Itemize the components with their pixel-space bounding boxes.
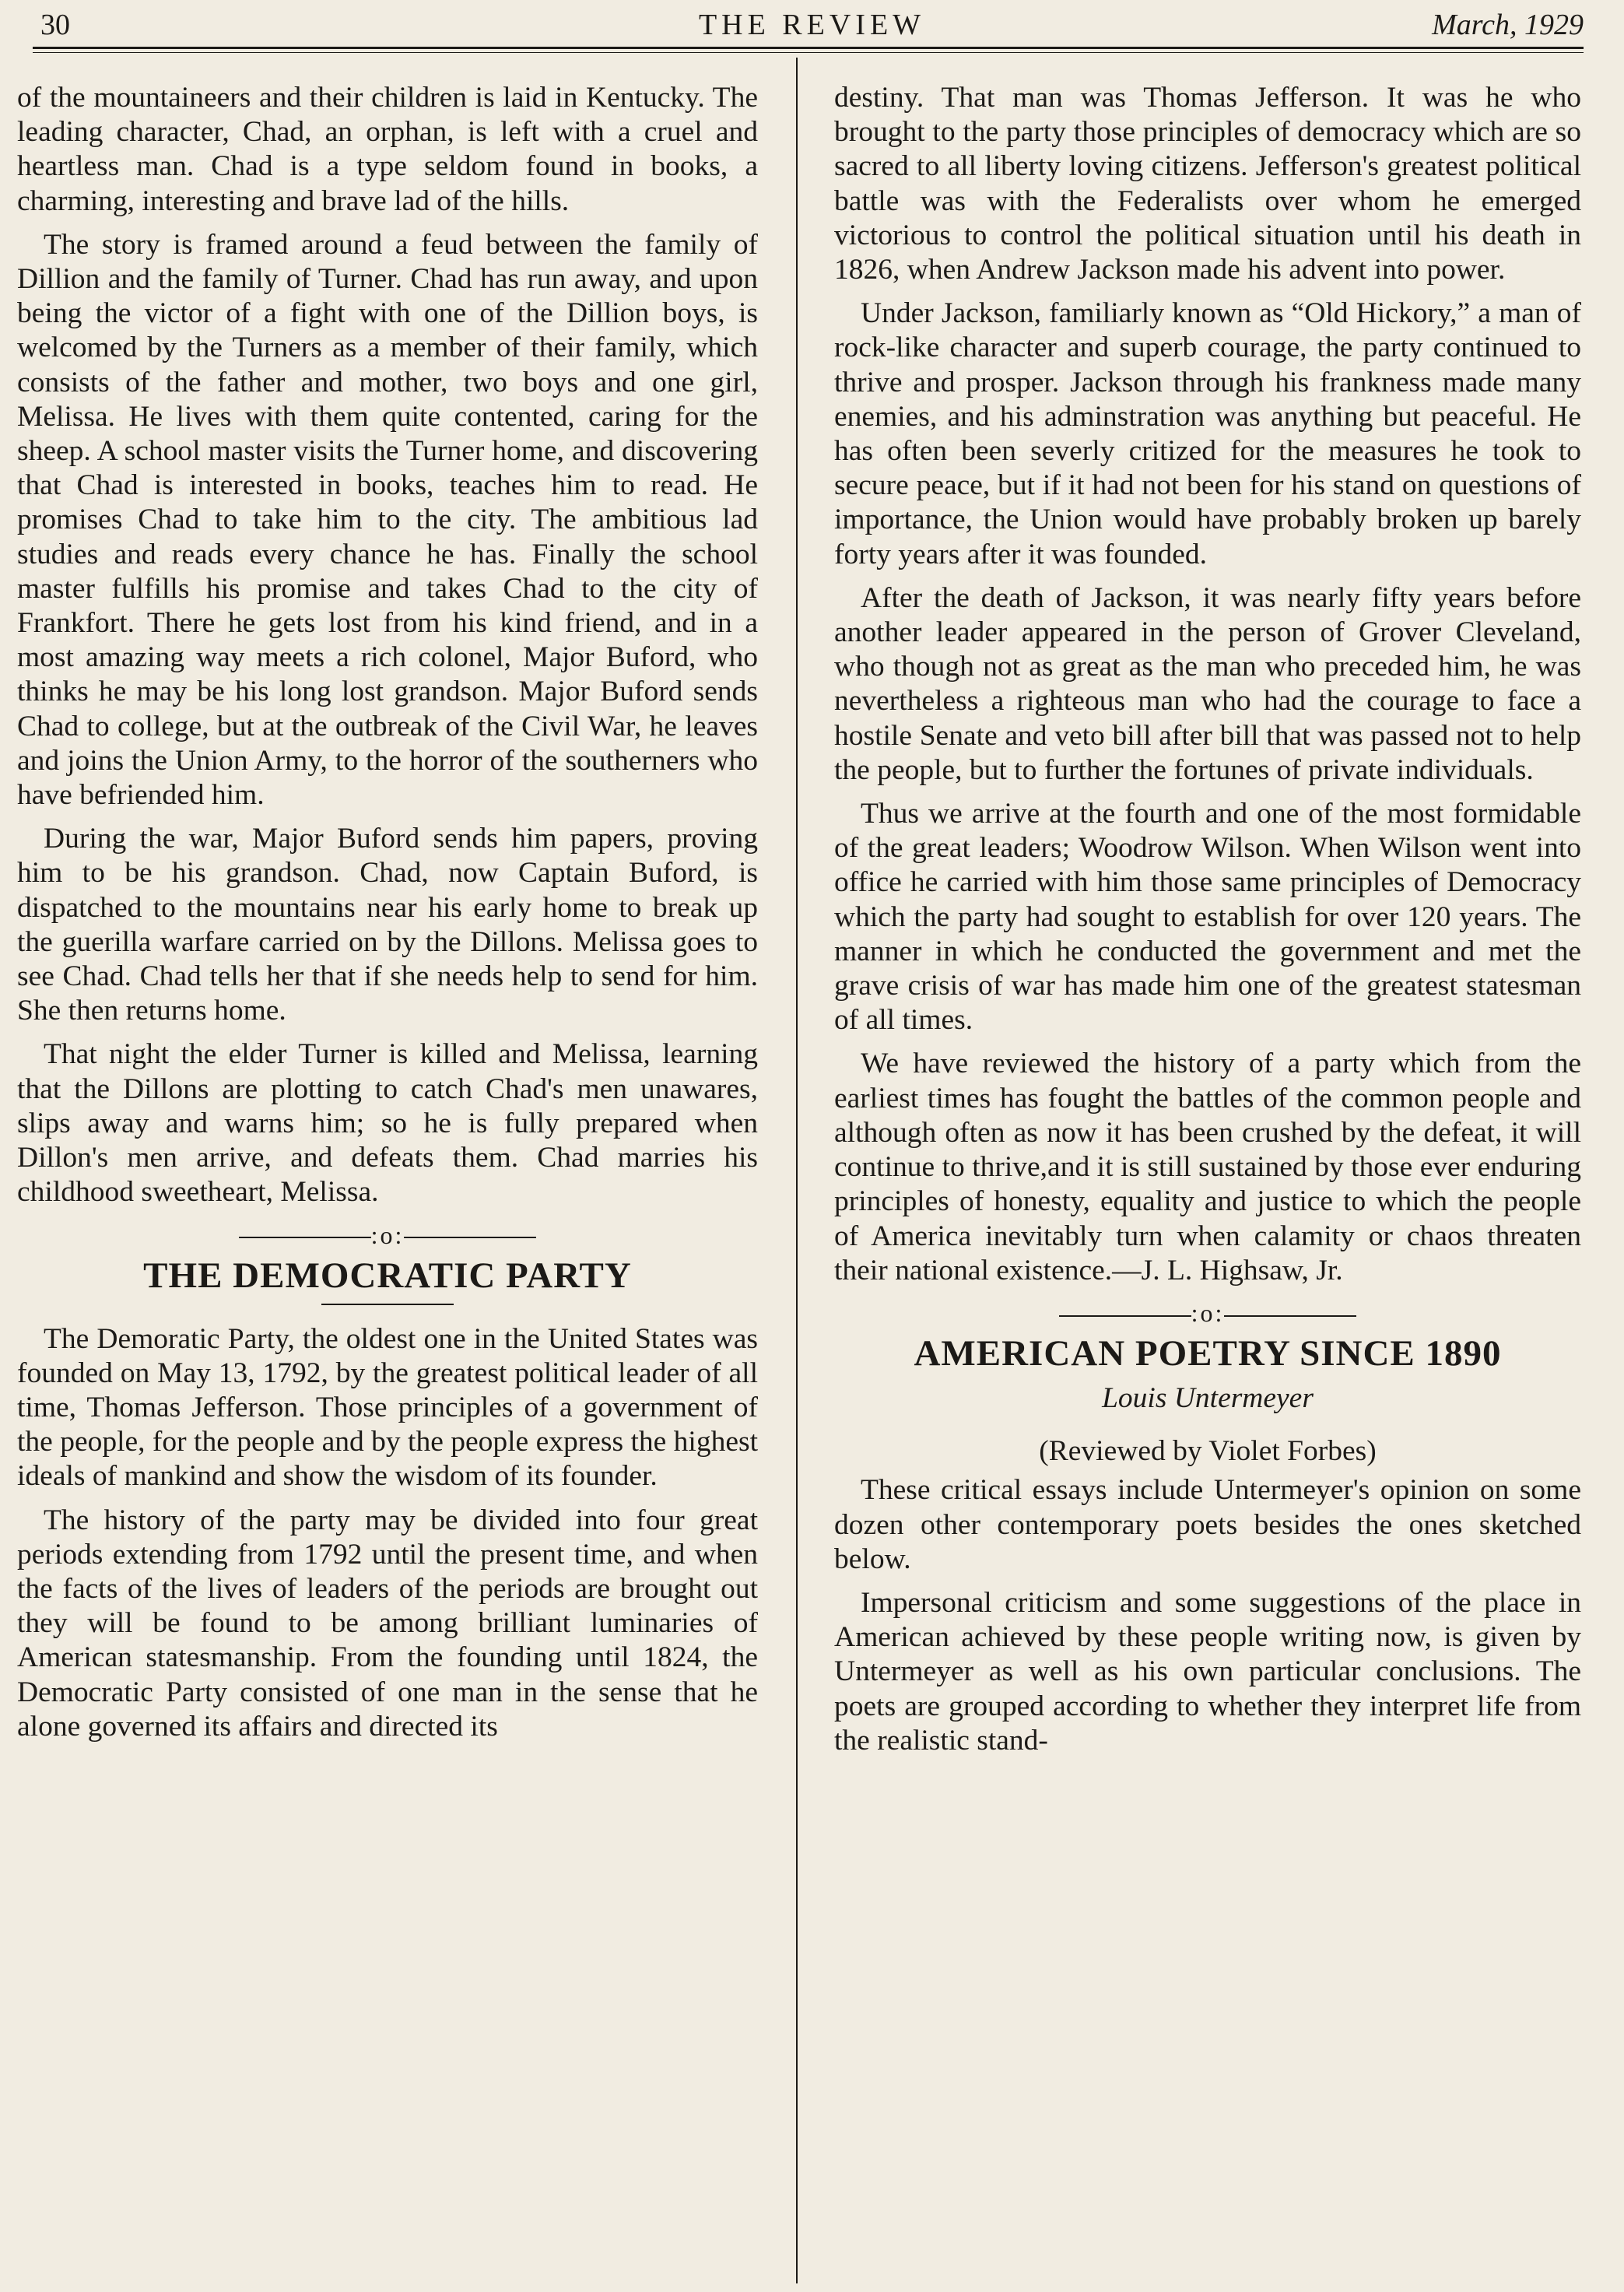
reviewer-credit: (Reviewed by Violet Forbes) [1039,1435,1377,1468]
column-divider [796,58,798,2283]
separator-dash [1224,1315,1356,1317]
body-paragraph: We have reviewed the history of a party which from the earliest times has fought the battles of the common people and although often as now it has been crushed by the defeat, it will continue to thrive,and it is still sustained by those ever enduring principles of honesty, equality and justice to which the people of America inevitably turn when calamity or chaos threaten their national existence.—J. L. Highsaw, Jr. [834,1048,1581,1286]
body-paragraph: destiny. That man was Thomas Jefferson. It was he who brought to the party those principles of democracy which are so sacred to all liberty loving citizens. Jefferson's greatest political battle was with the Federalists over whom he emerged victorious to control the political situation until his death in 1826, when Andrew Jackson made his advent into power. [834,82,1581,286]
body-paragraph: Under Jackson, familiarly known as “Old Hickory,” a man of rock-like character and superb courage, the party continued to thrive and prosper. Jackson through his frankness made many enemies, and his adminstration was anything but peaceful. He has often been severly critized for the measures he took to secure peace, but if it had not been for his stand on questions of importance, the Union would have probably broken up barely forty years after it was founded. [834,297,1581,570]
separator-mark: :o: [1191,1298,1225,1327]
body-paragraph: After the death of Jackson, it was nearly fifty years before another leader appeared in the person of Grover Cleveland, who though not as great as the man who preceded him, he was nevertheless a righteous man who had the courage to face a hostile Senate and veto bill after bill that was passed not to help the people, but to further the fortunes of private individuals. [834,581,1581,786]
separator-dash [404,1237,536,1238]
review-author: Louis Untermeyer [1102,1381,1314,1414]
page-number: 30 [40,9,70,41]
body-paragraph: The Demoratic Party, the oldest one in the United States was founded on May 13, 1792, by the greatest political leader of all time, Thomas Jefferson. Those principles of a government of the people, for the people and by the people express the highest ideals of mankind and show the wisdom of its founder. [17,1322,758,1493]
separator-dash [239,1237,371,1238]
left-column [17,81,758,2283]
issue-date: March, 1929 [1432,9,1584,41]
section-separator [17,1220,758,1251]
right-column [834,81,1581,2283]
body-paragraph: These critical essays include Untermeyer's opinion on some dozen other contemporary poets besides the ones sketched below. [834,1474,1581,1575]
publication-title: THE REVIEW [698,9,926,41]
separator-mark: :o: [370,1220,405,1249]
body-paragraph: The history of the party may be divided into four great periods extending from 1792 until the present time, and when the facts of the lives of leaders of the periods are brought out they will be found to be among brilliant luminaries of American statesmanship. From the founding until 1824, the Democratic Party consisted of one man in the sense that he alone governed its affairs and directed its [17,1504,758,1743]
title-rule [321,1304,454,1305]
article-title: THE DEMOCRATIC PARTY [143,1255,632,1296]
body-paragraph: Thus we arrive at the fourth and one of the most formidable of the great leaders; Woodrow Wilson. When Wilson went into office he carried with him those same principles of Democracy which the party had sought to establish for over 120 years. The manner in which he conducted the government and met the grave crisis of war has made him one of the greatest statesman of all times. [834,798,1581,1037]
body-paragraph: Impersonal criticism and some suggestions of the place in American achieved by these people writing now, is given by Untermeyer as well as his own particular conclusions. The poets are grouped according to whether they interpret life from the realistic stand- [834,1586,1581,1757]
body-paragraph: That night the elder Turner is killed and Melissa, learning that the Dillons are plotting to catch Chad's men unawares, slips away and warns him; so he is fully prepared when Dillon's men arrive, and defeats them. Chad marries his childhood sweetheart, Melissa. [17,1038,758,1209]
section-separator [834,1297,1581,1329]
review-title: AMERICAN POETRY SINCE 1890 [914,1332,1502,1374]
separator-dash [1059,1315,1191,1317]
header-rule [33,47,1584,53]
body-paragraph: During the war, Major Buford sends him papers, proving him to be his grandson. Chad, now Captain Buford, is dispatched to the mountains near his early home to break up the guerilla warfare carried on by the Dillons. Melissa goes to see Chad. Chad tells her that if she needs help to send for him. She then returns home. [17,823,758,1027]
body-paragraph: The story is framed around a feud between the family of Dillion and the family of Turner. Chad has run away, and upon being the victor of a fight with one of the Dillion boys, is welcomed by the Turners as a member of their family, which consists of the father and mother, two boys and one girl, Melissa. He lives with them quite contented, caring for the sheep. A school master visits the Turner home, and discovering that Chad is interested in books, teaches him to read. He promises Chad to take him to the city. The ambitious lad studies and reads every chance he has. Finally the school master fulfills his promise and takes Chad to the city of Frankfort. There he gets lost from his kind friend, and in a most amazing way meets a rich colonel, Major Buford, who thinks he may be his long lost grandson. Major Buford sends Chad to college, but at the outbreak of the Civil War, he leaves and joins the Union Army, to the horror of the southerners who have befriended him. [17,228,758,812]
running-head [40,8,1584,47]
body-paragraph: of the mountaineers and their children is laid in Kentucky. The leading character, Chad, an orphan, is left with a cruel and heartless man. Chad is a type seldom found in books, a charming, interesting and brave lad of the hills. [17,82,758,217]
